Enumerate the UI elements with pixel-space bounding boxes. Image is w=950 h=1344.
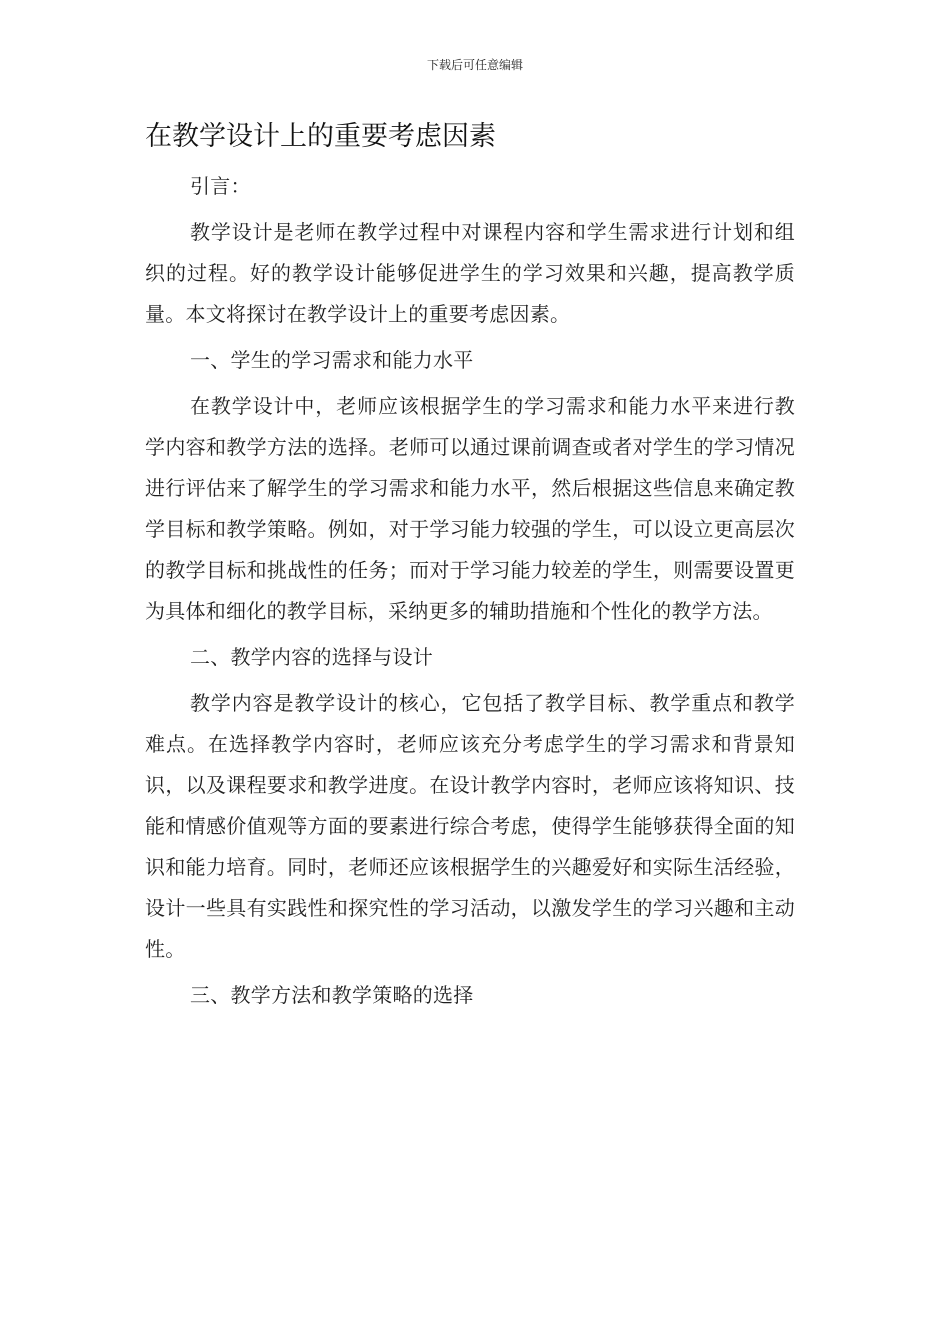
document-body bbox=[145, 166, 795, 1021]
document-title: 在教学设计上的重要考虑因素 bbox=[145, 121, 496, 152]
intro-paragraph: 教学设计是老师在教学过程中对课程内容和学生需求进行计划和组织的过程。好的教学设计能够促进学生的学习效果和兴趣，提高教学质量。本文将探讨在教学设计上的重要考虑因素。 bbox=[145, 220, 795, 326]
section-heading-2: 二、教学内容的选择与设计 bbox=[190, 645, 433, 669]
page-header-note: 下载后可任意编辑 bbox=[426, 58, 523, 72]
intro-label: 引言： bbox=[190, 174, 251, 198]
section-heading-1: 一、学生的学习需求和能力水平 bbox=[190, 348, 474, 372]
section-body-1: 在教学设计中，老师应该根据学生的学习需求和能力水平来进行教学内容和教学方法的选择。老师可以通过课前调查或者对学生的学习情况进行评估来了解学生的学习需求和能力水平，然后根据这些信息来确定教学目标和教学策略。例如，对于学习能力较强的学生，可以设立更高层次的教学目标和挑战性的任务；而对于学习能力较差的学生，则需要设置更为具体和细化的教学目标，采纳更多的辅助措施和个性化的教学方法。 bbox=[145, 394, 795, 623]
section-body-2: 教学内容是教学设计的核心，它包括了教学目标、教学重点和教学难点。在选择教学内容时，老师应该充分考虑学生的学习需求和背景知识，以及课程要求和教学进度。在设计教学内容时，老师应该将知识、技能和情感价值观等方面的要素进行综合考虑，使得学生能够获得全面的知识和能力培育。同时，老师还应该根据学生的兴趣爱好和实际生活经验，设计一些具有实践性和探究性的学习活动，以激发学生的学习兴趣和主动性。 bbox=[145, 691, 795, 961]
section-heading-3: 三、教学方法和教学策略的选择 bbox=[190, 983, 474, 1007]
